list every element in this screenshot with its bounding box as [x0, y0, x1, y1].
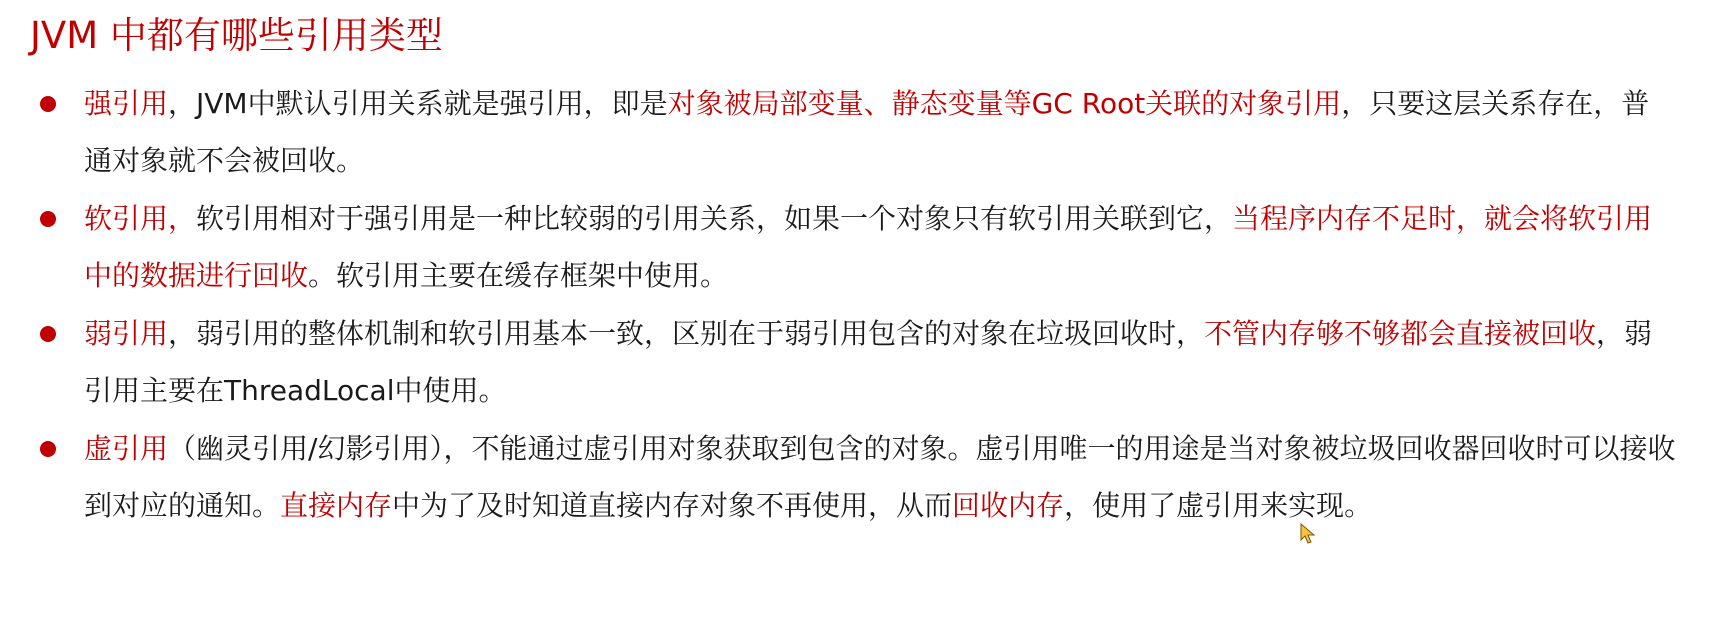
bullet-emphasis: 不管内存够不够都会直接被回收: [1204, 317, 1597, 350]
bullet-dot-icon: [40, 96, 56, 112]
bullet-dot-icon: [40, 326, 56, 342]
bullet-emphasis: 对象被局部变量、静态变量等GC Root关联的对象引用: [667, 87, 1342, 120]
bullet-text: ，使用了虚引用来实现。: [1064, 489, 1373, 522]
bullet-dot-icon: [40, 441, 56, 457]
bullet-phantom-reference: [0, 420, 1716, 534]
bullet-weak-reference: [0, 305, 1716, 419]
bullet-text: ，JVM中默认引用关系就是强引用，即是: [168, 87, 668, 120]
term-strong-reference: 强引用: [84, 87, 169, 120]
bullet-text: （幽灵引用/幻影引用），不能通过虚引用对象获取到包含的对象。虚引用唯一的用途是当对象被垃圾回收器回收时可以接收到对应的通知。: [84, 432, 1676, 522]
bullet-text: ，弱引用主要在ThreadLocal中使用。: [84, 317, 1653, 407]
bullet-text: ，弱引用的整体机制和软引用基本一致，区别在于弱引用包含的对象在垃圾回收时，: [168, 317, 1205, 350]
bullet-strong-reference: [0, 75, 1716, 189]
bullet-list: [0, 75, 1716, 535]
term-soft-reference: 软引用，: [84, 202, 197, 235]
bullet-text: 。软引用主要在缓存框架中使用。: [308, 259, 729, 292]
term-weak-reference: 弱引用: [84, 317, 169, 350]
term-phantom-reference: 虚引用: [84, 432, 169, 465]
mouse-cursor-icon: [1300, 523, 1316, 545]
bullet-emphasis: 直接内存: [280, 489, 393, 522]
bullet-soft-reference: [0, 190, 1716, 304]
bullet-emphasis: 回收内存: [952, 489, 1065, 522]
bullet-text: 软引用相对于强引用是一种比较弱的引用关系，如果一个对象只有软引用关联到它，: [196, 202, 1233, 235]
bullet-dot-icon: [40, 211, 56, 227]
bullet-emphasis: 当程序内存不足时，就会将软引用中的数据进行回收: [84, 202, 1653, 292]
page-title: JVM 中都有哪些引用类型: [30, 14, 443, 57]
bullet-text: ，只要这层关系存在，普通对象就不会被回收。: [84, 87, 1650, 177]
bullet-text: 中为了及时知道直接内存对象不再使用，从而: [392, 489, 953, 522]
